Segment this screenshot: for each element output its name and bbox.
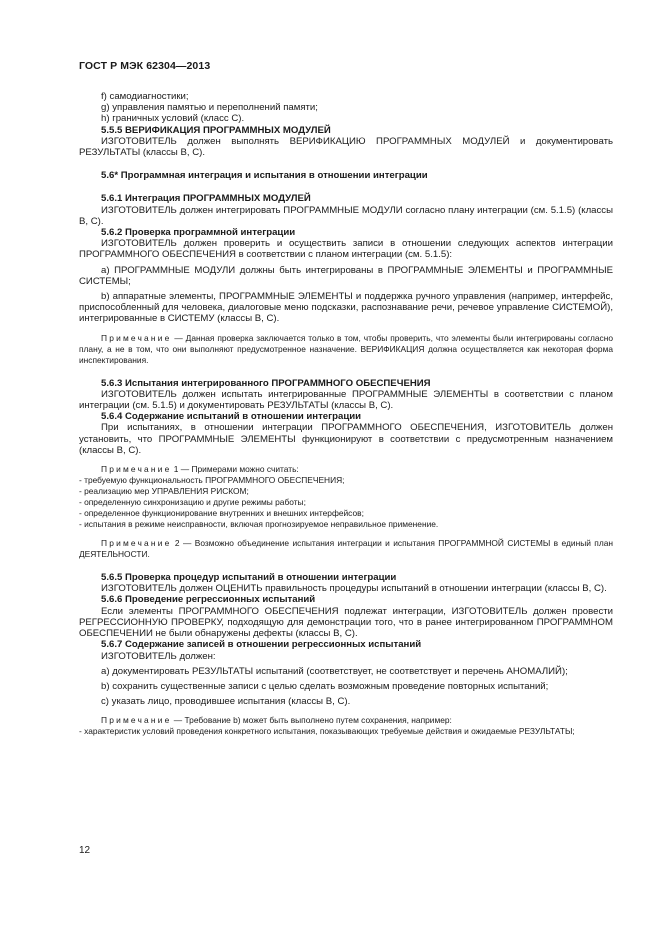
- list-item-b: b) аппаратные элементы, ПРОГРАММНЫЕ ЭЛЕМЕНТЫ и поддержка ручного управления (например, интерфейс, приспособленный для человека, диалоговые меню подсказки, распознавание речи, речевое управление СИСТЕМОЙ), интегрированные в СИСТЕМУ (классы B, C).: [79, 291, 613, 325]
- note-list-item: - характеристик условий проведения конкретного испытания, показывающих требуемые действия и ожидаемые РЕЗУЛЬТАТЫ;: [79, 726, 575, 737]
- note-text: 2 — Возможно объединение испытания интеграции и испытания ПРОГРАММНОЙ СИСТЕМЫ в единый план ДЕЯТЕЛЬНОСТИ.: [79, 538, 613, 560]
- note: [79, 715, 613, 726]
- section-heading-5-5-5: 5.5.5 ВЕРИФИКАЦИЯ ПРОГРАММНЫХ МОДУЛЕЙ: [101, 124, 331, 136]
- paragraph: При испытаниях, в отношении интеграции ПРОГРАММНОГО ОБЕСПЕЧЕНИЯ, ИЗГОТОВИТЕЛЬ должен установить, что ПРОГРАММНЫЕ ЭЛЕМЕНТЫ функционируют в соответствии с предусмотренным назначением (классы B, C).: [79, 422, 613, 456]
- note: [79, 464, 613, 475]
- list-item-a: a) документировать РЕЗУЛЬТАТЫ испытаний (соответствует, не соответствует и перечень АНОМАЛИЙ);: [101, 665, 568, 677]
- section-heading-5-6-4: 5.6.4 Содержание испытаний в отношении интеграции: [101, 411, 362, 423]
- section-heading-5-6-7: 5.6.7 Содержание записей в отношении регрессионных испытаний: [101, 639, 422, 651]
- list-item-c: c) указать лицо, проводившее испытания (классы B, C).: [101, 696, 351, 708]
- note-list-item: - требуемую функциональность ПРОГРАММНОГО ОБЕСПЕЧЕНИЯ;: [79, 475, 345, 486]
- paragraph: ИЗГОТОВИТЕЛЬ должен ОЦЕНИТЬ правильность процедуры испытаний в отношении интеграции (классы B, C).: [101, 583, 607, 595]
- paragraph: Если элементы ПРОГРАММНОГО ОБЕСПЕЧЕНИЯ подлежат интеграции, ИЗГОТОВИТЕЛЬ должен провести РЕГРЕССИОННУЮ ПРОВЕРКУ, подходящую для демонстрации того, что в ранее интегрированном ПРОГРАММНОМ ОБЕСПЕЧЕНИИ не были обнаружены дефекты (классы B, C).: [79, 605, 613, 640]
- note-list-item: - определенное функционирование внутренних и внешних интерфейсов;: [79, 508, 364, 519]
- list-item-h: h) граничных условий (класс C).: [101, 113, 245, 125]
- list-item-b: b) сохранить существенные записи с целью сделать возможным проведение повторных испытаний;: [101, 680, 549, 692]
- note-label: Примечание: [101, 464, 172, 475]
- section-heading-5-6-3: 5.6.3 Испытания интегрированного ПРОГРАММНОГО ОБЕСПЕЧЕНИЯ: [101, 377, 431, 389]
- note-label: Примечание: [101, 538, 172, 549]
- standard-designation: ГОСТ Р МЭК 62304—2013: [79, 60, 211, 72]
- note-text: — Требование b) может быть выполнено путем сохранения, например:: [171, 715, 452, 726]
- paragraph: ИЗГОТОВИТЕЛЬ должен выполнять ВЕРИФИКАЦИЮ ПРОГРАММНЫХ МОДУЛЕЙ и документировать РЕЗУЛЬТАТЫ (классы B, C).: [79, 135, 613, 159]
- note-label: Примечание: [101, 715, 172, 726]
- note-label: Примечание: [101, 332, 172, 343]
- section-heading-5-6-1: 5.6.1 Интеграция ПРОГРАММНЫХ МОДУЛЕЙ: [101, 193, 311, 205]
- list-item-g: g) управления памятью и переполнений памяти;: [101, 102, 318, 114]
- note-list-item: - определенную синхронизацию и другие режимы работы;: [79, 497, 306, 508]
- paragraph: ИЗГОТОВИТЕЛЬ должен испытать интегрированные ПРОГРАММНЫЕ ЭЛЕМЕНТЫ в соответствии с планом интеграции (см. 5.1.5) и документировать РЕЗУЛЬТАТЫ (классы B, C).: [79, 388, 613, 412]
- note: [79, 333, 613, 366]
- page-number: 12: [79, 845, 91, 856]
- section-heading-5-6-5: 5.6.5 Проверка процедур испытаний в отношении интеграции: [101, 572, 397, 584]
- section-heading-5-6-6: 5.6.6 Проведение регрессионных испытаний: [101, 594, 316, 606]
- paragraph: ИЗГОТОВИТЕЛЬ должен проверить и осуществить записи в отношении следующих аспектов интеграции ПРОГРАММНОГО ОБЕСПЕЧЕНИЯ в соответствии с планом интеграции (см. 5.1.5):: [79, 238, 613, 261]
- note: [79, 538, 613, 560]
- list-item-a: a) ПРОГРАММНЫЕ МОДУЛИ должны быть интегрированы в ПРОГРАММНЫЕ ЭЛЕМЕНТЫ и ПРОГРАММНЫЕ СИСТЕМЫ;: [79, 264, 613, 287]
- paragraph: ИЗГОТОВИТЕЛЬ должен интегрировать ПРОГРАММНЫЕ МОДУЛИ согласно плану интеграции (см. 5.1.5) (классы B, C).: [79, 204, 613, 227]
- list-item-f: f) самодиагностики;: [101, 91, 189, 102]
- page-body: [79, 91, 613, 737]
- note-text: — Данная проверка заключается только в том, чтобы проверить, что элементы были интегрированы согласно плану, а не в том, что они выполняют предусмотренное назначение. ВЕРИФИКАЦИЯ должна осуществляется как некоторая форма инспектирования.: [79, 332, 613, 365]
- section-heading-5-6-2: 5.6.2 Проверка программной интеграции: [101, 227, 296, 239]
- note-list-item: - реализацию мер УПРАВЛЕНИЯ РИСКОМ;: [79, 486, 249, 497]
- paragraph: ИЗГОТОВИТЕЛЬ должен:: [101, 650, 216, 662]
- section-heading-5-6: 5.6* Программная интеграция и испытания в отношении интеграции: [101, 170, 428, 182]
- note-text: 1 — Примерами можно считать:: [171, 464, 299, 475]
- note-list-item: - испытания в режиме неисправности, включая прогнозируемое неправильное применение.: [79, 519, 439, 530]
